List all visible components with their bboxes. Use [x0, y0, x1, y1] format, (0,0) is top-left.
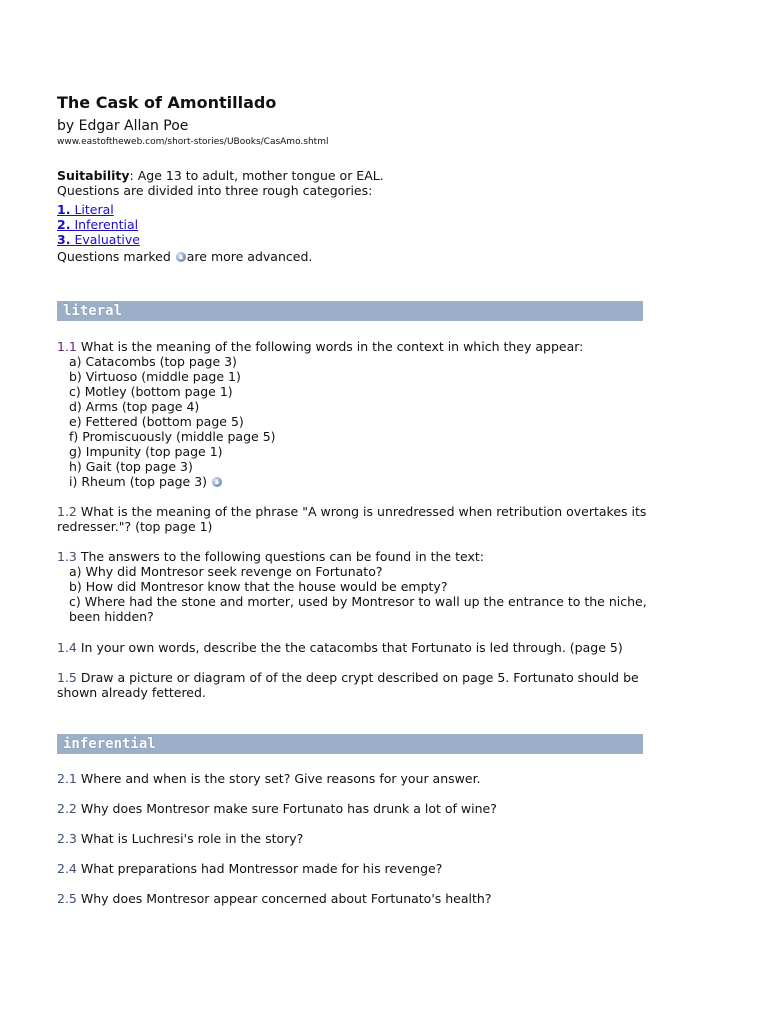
question-number: 1.2	[57, 504, 77, 519]
question-2-1: 2.1 Where and when is the story set? Give reasons for your answer.	[57, 771, 481, 786]
question-number: 1.3	[57, 549, 77, 564]
advanced-icon	[176, 252, 186, 262]
category-link-literal[interactable]: 1. Literal	[57, 202, 114, 217]
list-item: a) Why did Montresor seek revenge on Fortunato?	[69, 564, 383, 579]
question-2-5: 2.5 Why does Montresor appear concerned about Fortunato's health?	[57, 891, 492, 906]
question-1-2: 1.2 What is the meaning of the phrase "A wrong is unredressed when retribution overtakes its redresser."? (top page 1)	[57, 504, 647, 534]
list-item: h) Gait (top page 3)	[69, 459, 193, 474]
document-title: The Cask of Amontillado	[57, 93, 277, 112]
category-link-evaluative[interactable]: 3. Evaluative	[57, 232, 140, 247]
question-number: 1.1	[57, 339, 77, 354]
author-line: by Edgar Allan Poe	[57, 118, 189, 134]
list-item: d) Arms (top page 4)	[69, 399, 200, 414]
category-link-inferential[interactable]: 2. Inferential	[57, 217, 139, 232]
question-2-4: 2.4 What preparations had Montressor made for his revenge?	[57, 861, 443, 876]
list-item: c) Where had the stone and morter, used by Montresor to wall up the entrance to the niche, been hidden?	[69, 594, 647, 624]
question-number: 1.4	[57, 640, 77, 655]
question-2-3: 2.3 What is Luchresi's role in the story?	[57, 831, 304, 846]
section-header-literal: literal	[57, 301, 643, 321]
question-1-5: 1.5 Draw a picture or diagram of of the deep crypt described on page 5. Fortunato should be shown already fettered.	[57, 670, 639, 700]
intro-block	[57, 168, 647, 264]
question-1-4: 1.4 In your own words, describe the the catacombs that Fortunato is led through. (page 5)	[57, 640, 623, 655]
question-number: 2.4	[57, 861, 77, 876]
section-header-inferential: inferential	[57, 734, 643, 754]
question-2-2: 2.2 Why does Montresor make sure Fortunato has drunk a lot of wine?	[57, 801, 497, 816]
list-item: c) Motley (bottom page 1)	[69, 384, 233, 399]
question-1-1: 1.1 What is the meaning of the following words in the context in which they appear: a) Catacombs (top page 3) b) Virtuoso (middle page 1) c) Motley (bottom page 1) d) Arms (top page 4) e) Fettered (bottom page 5) f) Promiscuously (middle page 5) g) Impunity (top page 1) h) Gait (top page 3) i) Rheum (top page 3)	[57, 339, 647, 489]
list-item: f) Promiscuously (middle page 5)	[69, 429, 276, 444]
question-number: 2.2	[57, 801, 77, 816]
suitability-line	[57, 168, 647, 183]
list-item: e) Fettered (bottom page 5)	[69, 414, 244, 429]
question-number: 2.3	[57, 831, 77, 846]
list-item-advanced: i) Rheum (top page 3)	[57, 474, 647, 489]
categories-intro: Questions are divided into three rough categories:	[57, 183, 373, 198]
advanced-note: Questions marked are more advanced.	[57, 249, 313, 264]
source-url: www.eastoftheweb.com/short-stories/UBooks/CasAmo.shtml	[57, 137, 329, 147]
list-item: g) Impunity (top page 1)	[69, 444, 223, 459]
list-item: b) Virtuoso (middle page 1)	[69, 369, 241, 384]
question-number: 1.5	[57, 670, 77, 685]
advanced-icon	[212, 477, 222, 487]
suitability-label: Suitability	[57, 168, 130, 183]
suitability-text: : Age 13 to adult, mother tongue or EAL.	[129, 168, 384, 183]
question-number: 2.1	[57, 771, 77, 786]
list-item: b) How did Montresor know that the house would be empty?	[69, 579, 448, 594]
list-item: a) Catacombs (top page 3)	[69, 354, 237, 369]
question-1-3: 1.3 The answers to the following questions can be found in the text: a) Why did Montresor seek revenge on Fortunato? b) How did Montresor know that the house would be empty? c) Where had the stone and morter, used by Montresor to wall up the entrance to the niche, been hidden?	[57, 549, 647, 624]
question-number: 2.5	[57, 891, 77, 906]
